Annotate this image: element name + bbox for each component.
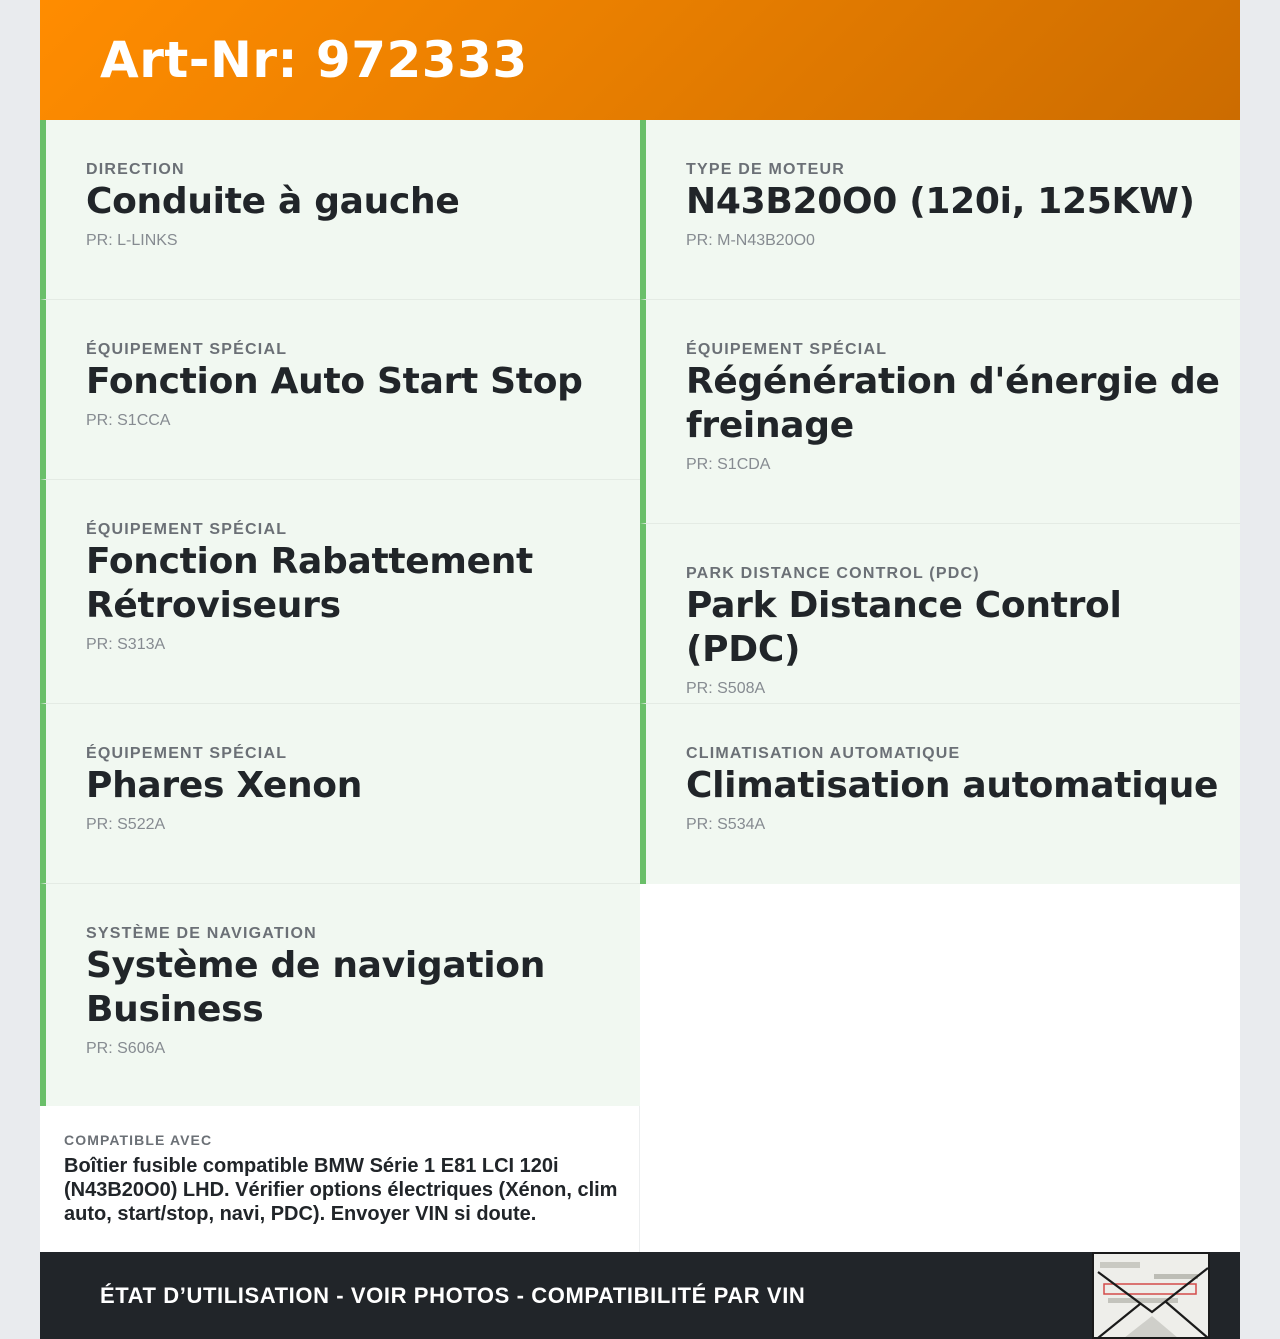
compatibility-text: Boîtier fusible compatible BMW Série 1 E81 LCI 120i (N43B20O0) LHD. Vérifier options électriques (Xénon, clim auto, start/stop, navi, PDC). Envoyer VIN si doute. xyxy=(64,1155,618,1225)
footer-banner-text: ÉTAT D’UTILISATION - VOIR PHOTOS - COMPATIBILITÉ PAR VIN xyxy=(100,1282,806,1308)
options-column-left xyxy=(40,120,640,1106)
option-card-xenon-headlights xyxy=(40,704,640,884)
option-label: ÉQUIPEMENT SPÉCIAL xyxy=(86,341,288,358)
option-pr-code: PR: L-LINKS xyxy=(86,232,178,249)
option-label: SYSTÈME DE NAVIGATION xyxy=(86,925,317,942)
option-value: Park Distance Control (PDC) xyxy=(686,585,1122,670)
option-card-park-distance-control xyxy=(640,524,1240,704)
compatibility-note xyxy=(40,1106,640,1252)
compatibility-label: COMPATIBLE AVEC xyxy=(64,1132,213,1148)
option-value: Fonction Rabattement Rétroviseurs xyxy=(86,541,533,626)
option-pr-code: PR: M-N43B20O0 xyxy=(686,232,815,249)
option-label: CLIMATISATION AUTOMATIQUE xyxy=(686,745,961,762)
option-card-engine-type xyxy=(640,120,1240,300)
option-value: Fonction Auto Start Stop xyxy=(86,361,583,402)
option-pr-code: PR: S1CDA xyxy=(686,456,771,473)
option-card-mirror-folding xyxy=(40,480,640,704)
option-card-auto-start-stop xyxy=(40,300,640,480)
option-pr-code: PR: S534A xyxy=(686,816,766,833)
option-label: DIRECTION xyxy=(86,161,185,178)
option-card-brake-energy-regeneration xyxy=(640,300,1240,524)
option-label: TYPE DE MOTEUR xyxy=(686,161,846,178)
option-value: Climatisation automatique xyxy=(686,765,1219,806)
header-bar xyxy=(40,0,1240,120)
options-column-right xyxy=(640,120,1240,884)
product-sheet xyxy=(40,0,1240,1339)
option-value: N43B20O0 (120i, 125KW) xyxy=(686,181,1195,222)
vehicle-document-thumbnail[interactable] xyxy=(1092,1252,1210,1339)
option-pr-code: PR: S313A xyxy=(86,636,166,653)
envelope-document-icon xyxy=(1094,1254,1210,1339)
options-grid xyxy=(40,120,1240,1252)
option-pr-code: PR: S508A xyxy=(686,680,766,697)
option-value: Phares Xenon xyxy=(86,765,363,806)
option-pr-code: PR: S1CCA xyxy=(86,412,171,429)
option-value: Conduite à gauche xyxy=(86,181,460,222)
option-label: ÉQUIPEMENT SPÉCIAL xyxy=(686,341,888,358)
option-label: ÉQUIPEMENT SPÉCIAL xyxy=(86,521,288,538)
option-card-direction xyxy=(40,120,640,300)
option-card-navigation xyxy=(40,884,640,1106)
article-number-title: Art-Nr: 972333 xyxy=(100,31,528,89)
option-label: PARK DISTANCE CONTROL (PDC) xyxy=(686,565,980,582)
option-card-auto-climate xyxy=(640,704,1240,884)
option-pr-code: PR: S522A xyxy=(86,816,166,833)
option-label: ÉQUIPEMENT SPÉCIAL xyxy=(86,745,288,762)
option-pr-code: PR: S606A xyxy=(86,1040,166,1057)
footer-bar xyxy=(40,1252,1240,1339)
option-value: Régénération d'énergie de freinage xyxy=(686,361,1220,446)
option-value: Système de navigation Business xyxy=(86,945,546,1030)
